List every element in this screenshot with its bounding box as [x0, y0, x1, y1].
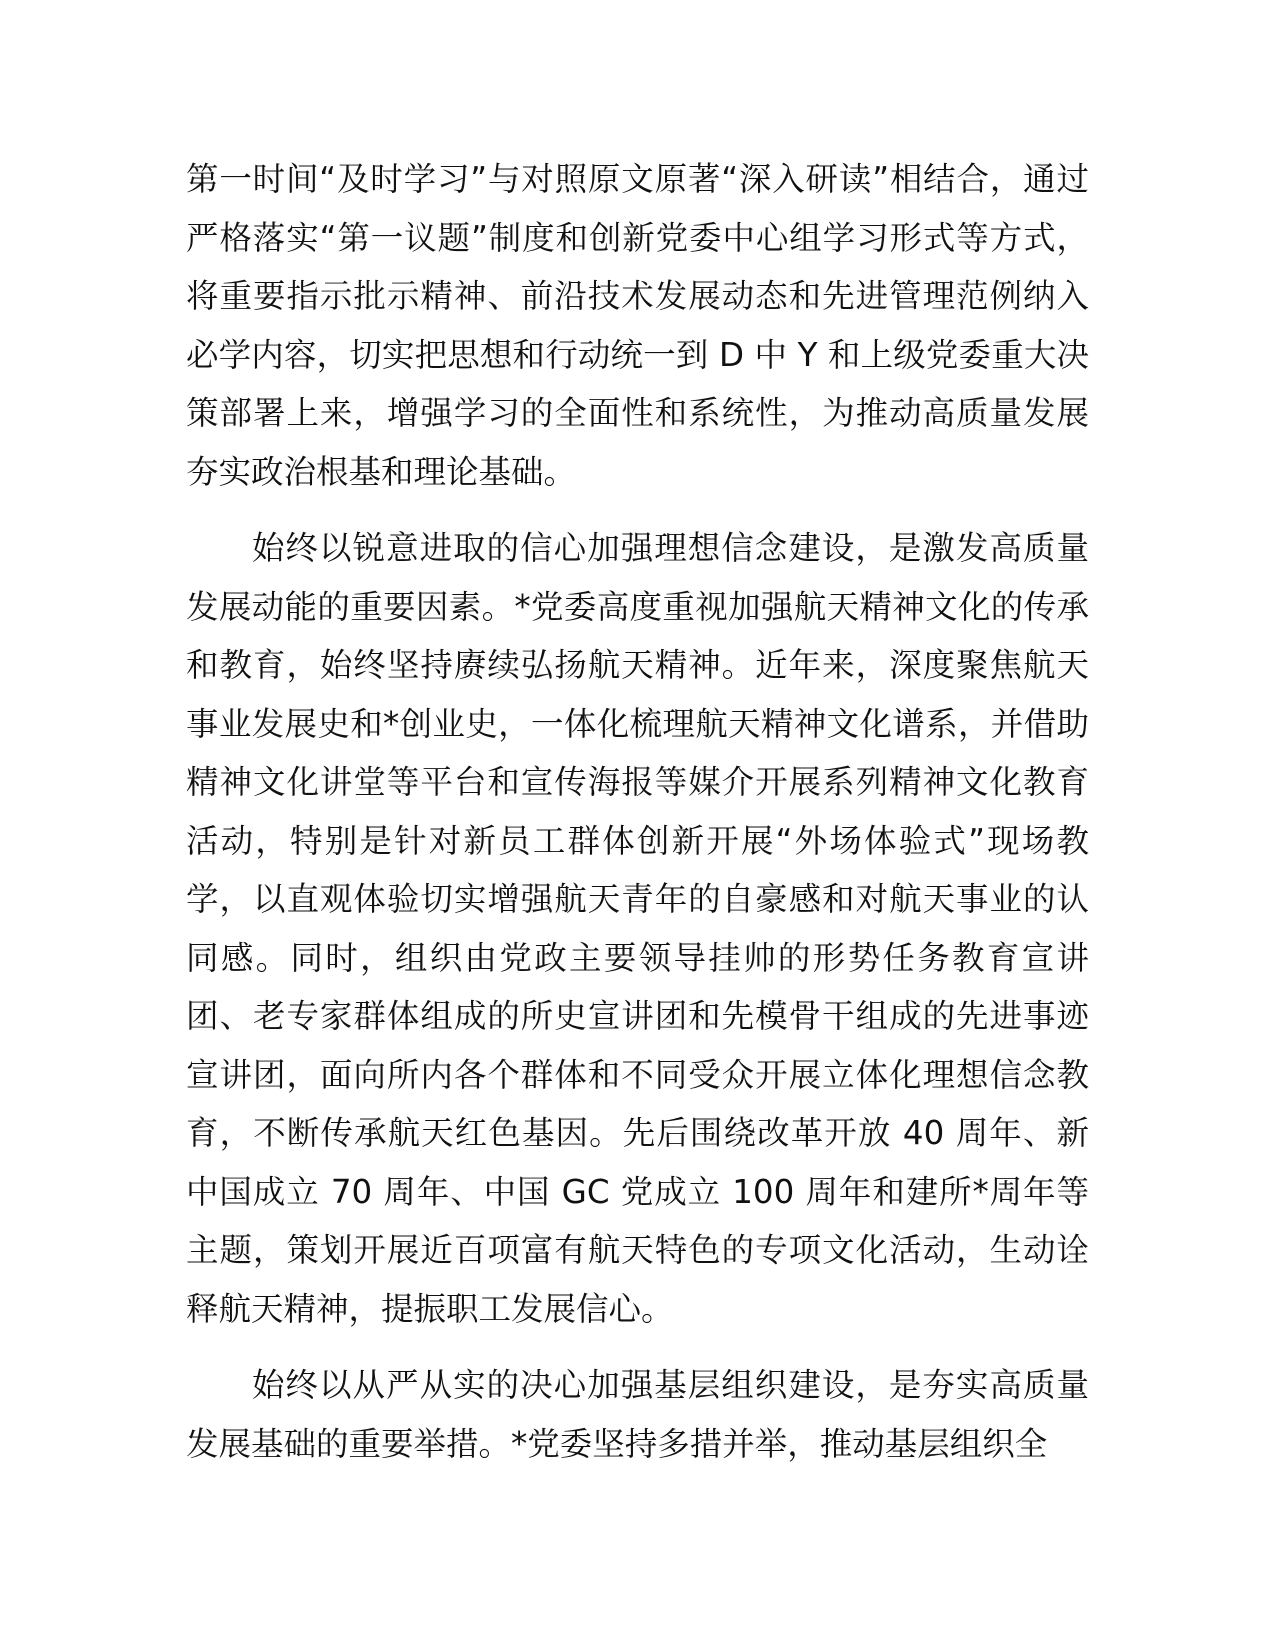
document-body — [186, 150, 1089, 1473]
paragraph-3: 始终以从严从实的决心加强基层组织建设，是夯实高质量发展基础的重要举措。*党委坚持多措并举，推动基层组织全 — [186, 1366, 1089, 1463]
paragraph-2: 始终以锐意进取的信心加强理想信念建设，是激发高质量发展动能的重要因素。*党委高度重视加强航天精神文化的传承和教育，始终坚持赓续弘扬航天精神。近年来，深度聚焦航天事业发展史和*创业史，一体化梳理航天精神文化谱系，并借助精神文化讲堂等平台和宣传海报等媒介开展系列精神文化教育活动，特别是针对新员工群体创新开展“外场体验式”现场教学，以直观体验切实增强航天青年的自豪感和对航天事业的认同感。同时，组织由党政主要领导挂帅的形势任务教育宣讲团、老专家群体组成的所史宣讲团和先模骨干组成的先进事迹宣讲团，面向所内各个群体和不同受众开展立体化理想信念教育，不断传承航天红色基因。先后围绕改革开放 40 周年、新中国成立 70 周年、中国 GC 党成立 100 周年和建所*周年等主题，策划开展近百项富有航天特色的专项文化活动，生动诠释航天精神，提振职工发展信心。 — [186, 529, 1089, 1328]
paragraph-1: 第一时间“及时学习”与对照原文原著“深入研读”相结合，通过严格落实“第一议题”制度和创新党委中心组学习形式等方式，将重要指示批示精神、前沿技术发展动态和先进管理范例纳入必学内容，切实把思想和行动统一到 D 中 Y 和上级党委重大决策部署上来，增强学习的全面性和系统性，为推动高质量发展夯实政治根基和理论基础。 — [186, 160, 1089, 491]
